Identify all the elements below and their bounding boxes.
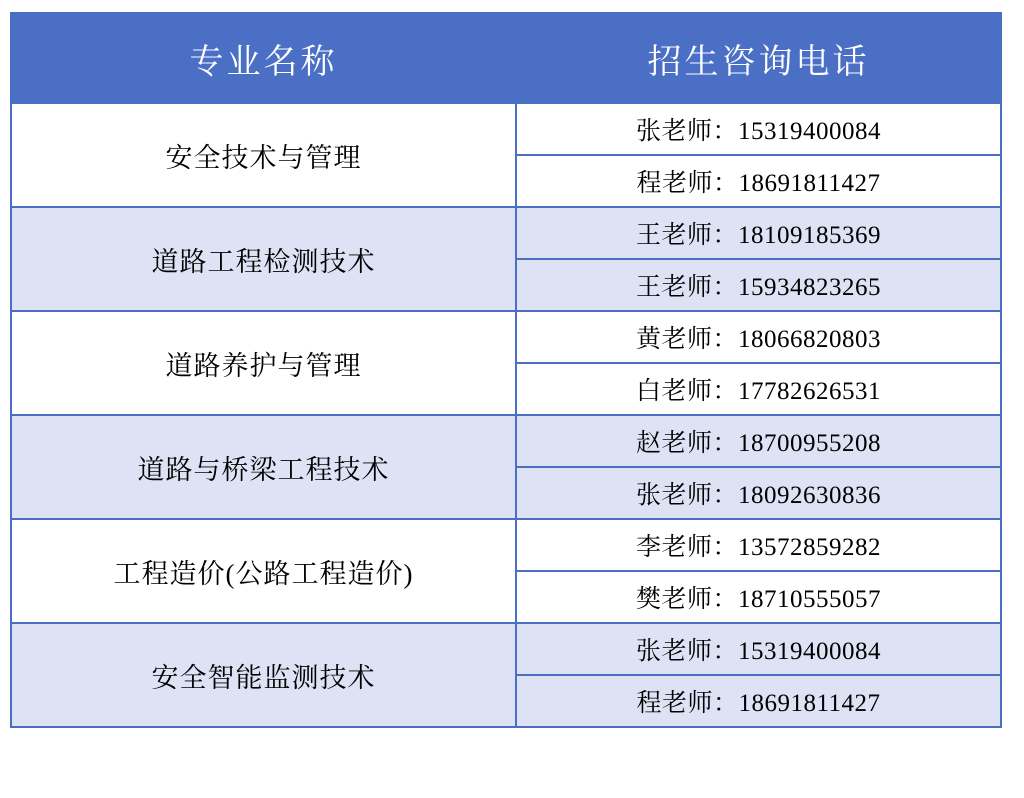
- table-row: [11, 623, 1001, 675]
- header-major-name: 专业名称: [11, 13, 516, 103]
- document-page: [0, 12, 1024, 798]
- table-row: [11, 311, 1001, 363]
- major-name-cell: 安全技术与管理: [11, 103, 516, 207]
- major-name-cell: 工程造价(公路工程造价): [11, 519, 516, 623]
- contact-phone-cell: 李老师：13572859282: [516, 519, 1001, 571]
- contact-phone-cell: 王老师：15934823265: [516, 259, 1001, 311]
- table-body: [11, 103, 1001, 727]
- major-name-cell: 安全智能监测技术: [11, 623, 516, 727]
- major-name-cell: 道路养护与管理: [11, 311, 516, 415]
- table-row: [11, 519, 1001, 571]
- contact-phone-cell: 程老师：18691811427: [516, 155, 1001, 207]
- contact-phone-cell: 张老师：15319400084: [516, 623, 1001, 675]
- contact-phone-cell: 王老师：18109185369: [516, 207, 1001, 259]
- contact-phone-cell: 白老师：17782626531: [516, 363, 1001, 415]
- table-row: [11, 415, 1001, 467]
- table-header: [11, 13, 1001, 103]
- contact-phone-cell: 张老师：18092630836: [516, 467, 1001, 519]
- header-row: [11, 13, 1001, 103]
- contact-phone-cell: 张老师：15319400084: [516, 103, 1001, 155]
- contact-phone-cell: 黄老师：18066820803: [516, 311, 1001, 363]
- contact-phone-cell: 程老师：18691811427: [516, 675, 1001, 727]
- major-name-cell: 道路与桥梁工程技术: [11, 415, 516, 519]
- table-row: [11, 207, 1001, 259]
- header-phone: 招生咨询电话: [516, 13, 1001, 103]
- admissions-contact-table: [10, 12, 1002, 728]
- major-name-cell: 道路工程检测技术: [11, 207, 516, 311]
- contact-phone-cell: 樊老师：18710555057: [516, 571, 1001, 623]
- contact-phone-cell: 赵老师：18700955208: [516, 415, 1001, 467]
- table-row: [11, 103, 1001, 155]
